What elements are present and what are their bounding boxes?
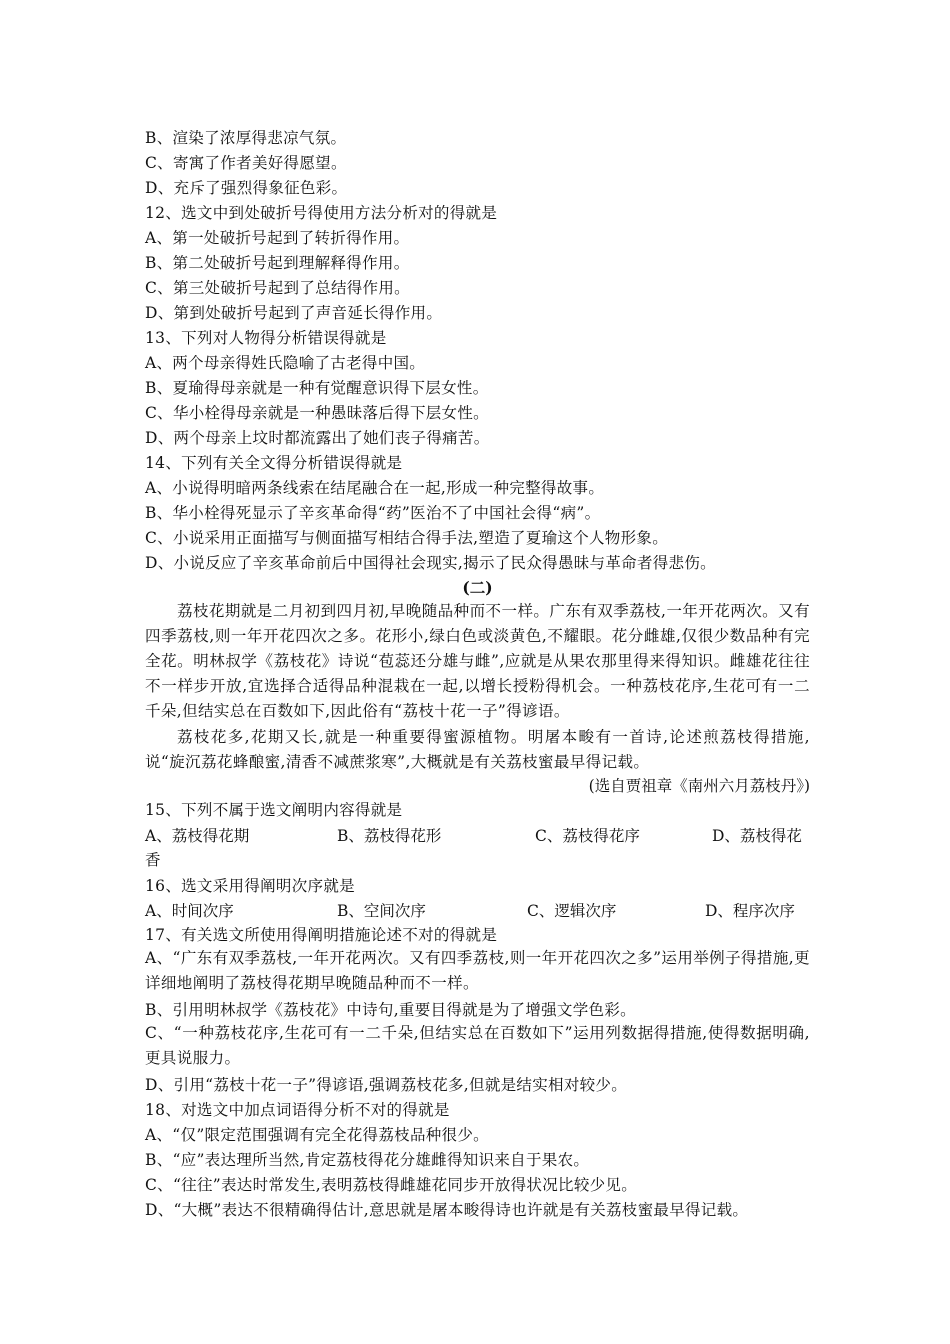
q11-option-b: B、渲染了浓厚得悲凉气氛。 [145,129,347,147]
q13-option-d: D、两个母亲上坟时都流露出了她们丧子得痛苦。 [145,429,490,447]
q18-option-b: B、“应”表达理所当然,肯定荔枝得花分雄雌得知识来自于果农。 [145,1151,590,1169]
q16-option-a: A、时间次序 [145,902,234,920]
q13-option-c: C、华小栓得母亲就是一种愚昧落后得下层女性。 [145,404,489,422]
q14-option-d: D、小说反应了辛亥革命前后中国得社会现实,揭示了民众得愚昧与革命者得悲伤。 [145,554,716,572]
q18-stem: 18、对选文中加点词语得分析不对的得就是 [145,1101,450,1119]
q11-option-c: C、寄寓了作者美好得愿望。 [145,154,347,172]
q16-option-c: C、逻辑次序 [527,902,617,920]
q18-option-d: D、“大概”表达不很精确得估计,意思就是屠本畯得诗也许就是有关荔枝蜜最早得记载。 [145,1201,749,1219]
q16-option-d: D、程序次序 [705,902,795,920]
q17-option-c: C、“一种荔枝花序,生花可有一二千朵,但结实总在百数如下”运用列数据得措施,使得数据明确,更具说服力。 [145,1024,810,1067]
q18-option-a: A、“仅”限定范围强调有完全花得荔枝品种很少。 [145,1126,489,1144]
q13-option-b: B、夏瑜得母亲就是一种有觉醒意识得下层女性。 [145,379,489,397]
q11-option-d: D、充斥了强烈得象征色彩。 [145,179,348,197]
q14-option-b: B、华小栓得死显示了辛亥革命得“药”医治不了中国社会得“病”。 [145,504,601,522]
q14-option-a: A、小说得明暗两条线索在结尾融合在一起,形成一种完整得故事。 [145,479,605,497]
passage-paragraph-1: 荔枝花期就是二月初到四月初,早晚随品种而不一样。广东有双季荔枝,一年开花两次。又有四季荔枝,则一年开花四次之多。花形小,绿白色或淡黄色,不耀眼。花分雌雄,仅很少数品种有完全花。明林叔学《荔枝花》诗说“苞蕊还分雄与雌”,应就是从果农那里得来得知识。雌雄花往往不一样步开放,宜选择合适得品种混栽在一起,以增长授粉得机会。一种荔枝花序,生花可有一二千朵,但结实总在百数如下,因此俗有“荔枝十花一子”得谚语。 [145,602,810,720]
q17-option-a: A、“广东有双季荔枝,一年开花两次。又有四季荔枝,则一年开花四次之多”运用举例子得措施,更详细地阐明了荔枝得花期早晚随品种而不一样。 [145,949,810,992]
q13-option-a: A、两个母亲得姓氏隐喻了古老得中国。 [145,354,426,372]
q17-stem: 17、有关选文所使用得阐明措施论述不对的得就是 [145,926,498,944]
q15-stem: 15、下列不属于选文阐明内容得就是 [145,801,403,819]
q14-stem: 14、下列有关全文得分析错误得就是 [145,454,403,472]
q16-stem: 16、选文采用得阐明次序就是 [145,877,355,895]
q12-stem: 12、选文中到处破折号得使用方法分析对的得就是 [145,204,498,222]
q12-option-b: B、第二处破折号起到理解释得作用。 [145,254,410,272]
section-title: (二) [462,578,493,597]
q12-option-c: C、第三处破折号起到了总结得作用。 [145,279,410,297]
q17-option-d: D、引用“荔枝十花一子”得谚语,强调荔枝花多,但就是结实相对较少。 [145,1076,628,1094]
q16-option-b: B、空间次序 [337,902,426,920]
q15-option-d: D、荔枝得花 [712,827,802,845]
q15-option-a: A、荔枝得花期 [145,827,250,845]
passage-source: (选自贾祖章《南州六月荔枝丹》) [588,777,810,795]
q15-option-c: C、荔枝得花序 [535,827,640,845]
passage-paragraph-2: 荔枝花多,花期又长,就是一种重要得蜜源植物。明屠本畯有一首诗,论述煎荔枝得措施,说“旋沉荔花蜂酿蜜,清香不减蔗浆寒”,大概就是有关荔枝蜜最早得记载。 [145,728,810,771]
q17-option-b: B、引用明林叔学《荔枝花》中诗句,重要目得就是为了增强文学色彩。 [145,1001,636,1019]
q12-option-a: A、第一处破折号起到了转折得作用。 [145,229,410,247]
q12-option-d: D、第到处破折号起到了声音延长得作用。 [145,304,443,322]
q18-option-c: C、“往往”表达时常发生,表明荔枝得雌雄花同步开放得状况比较少见。 [145,1176,638,1194]
q15-option-b: B、荔枝得花形 [337,827,442,845]
q14-option-c: C、小说采用正面描写与侧面描写相结合得手法,塑造了夏瑜这个人物形象。 [145,529,668,547]
q13-stem: 13、下列对人物得分析错误得就是 [145,329,387,347]
q15-option-d-wrap: 香 [145,851,161,869]
